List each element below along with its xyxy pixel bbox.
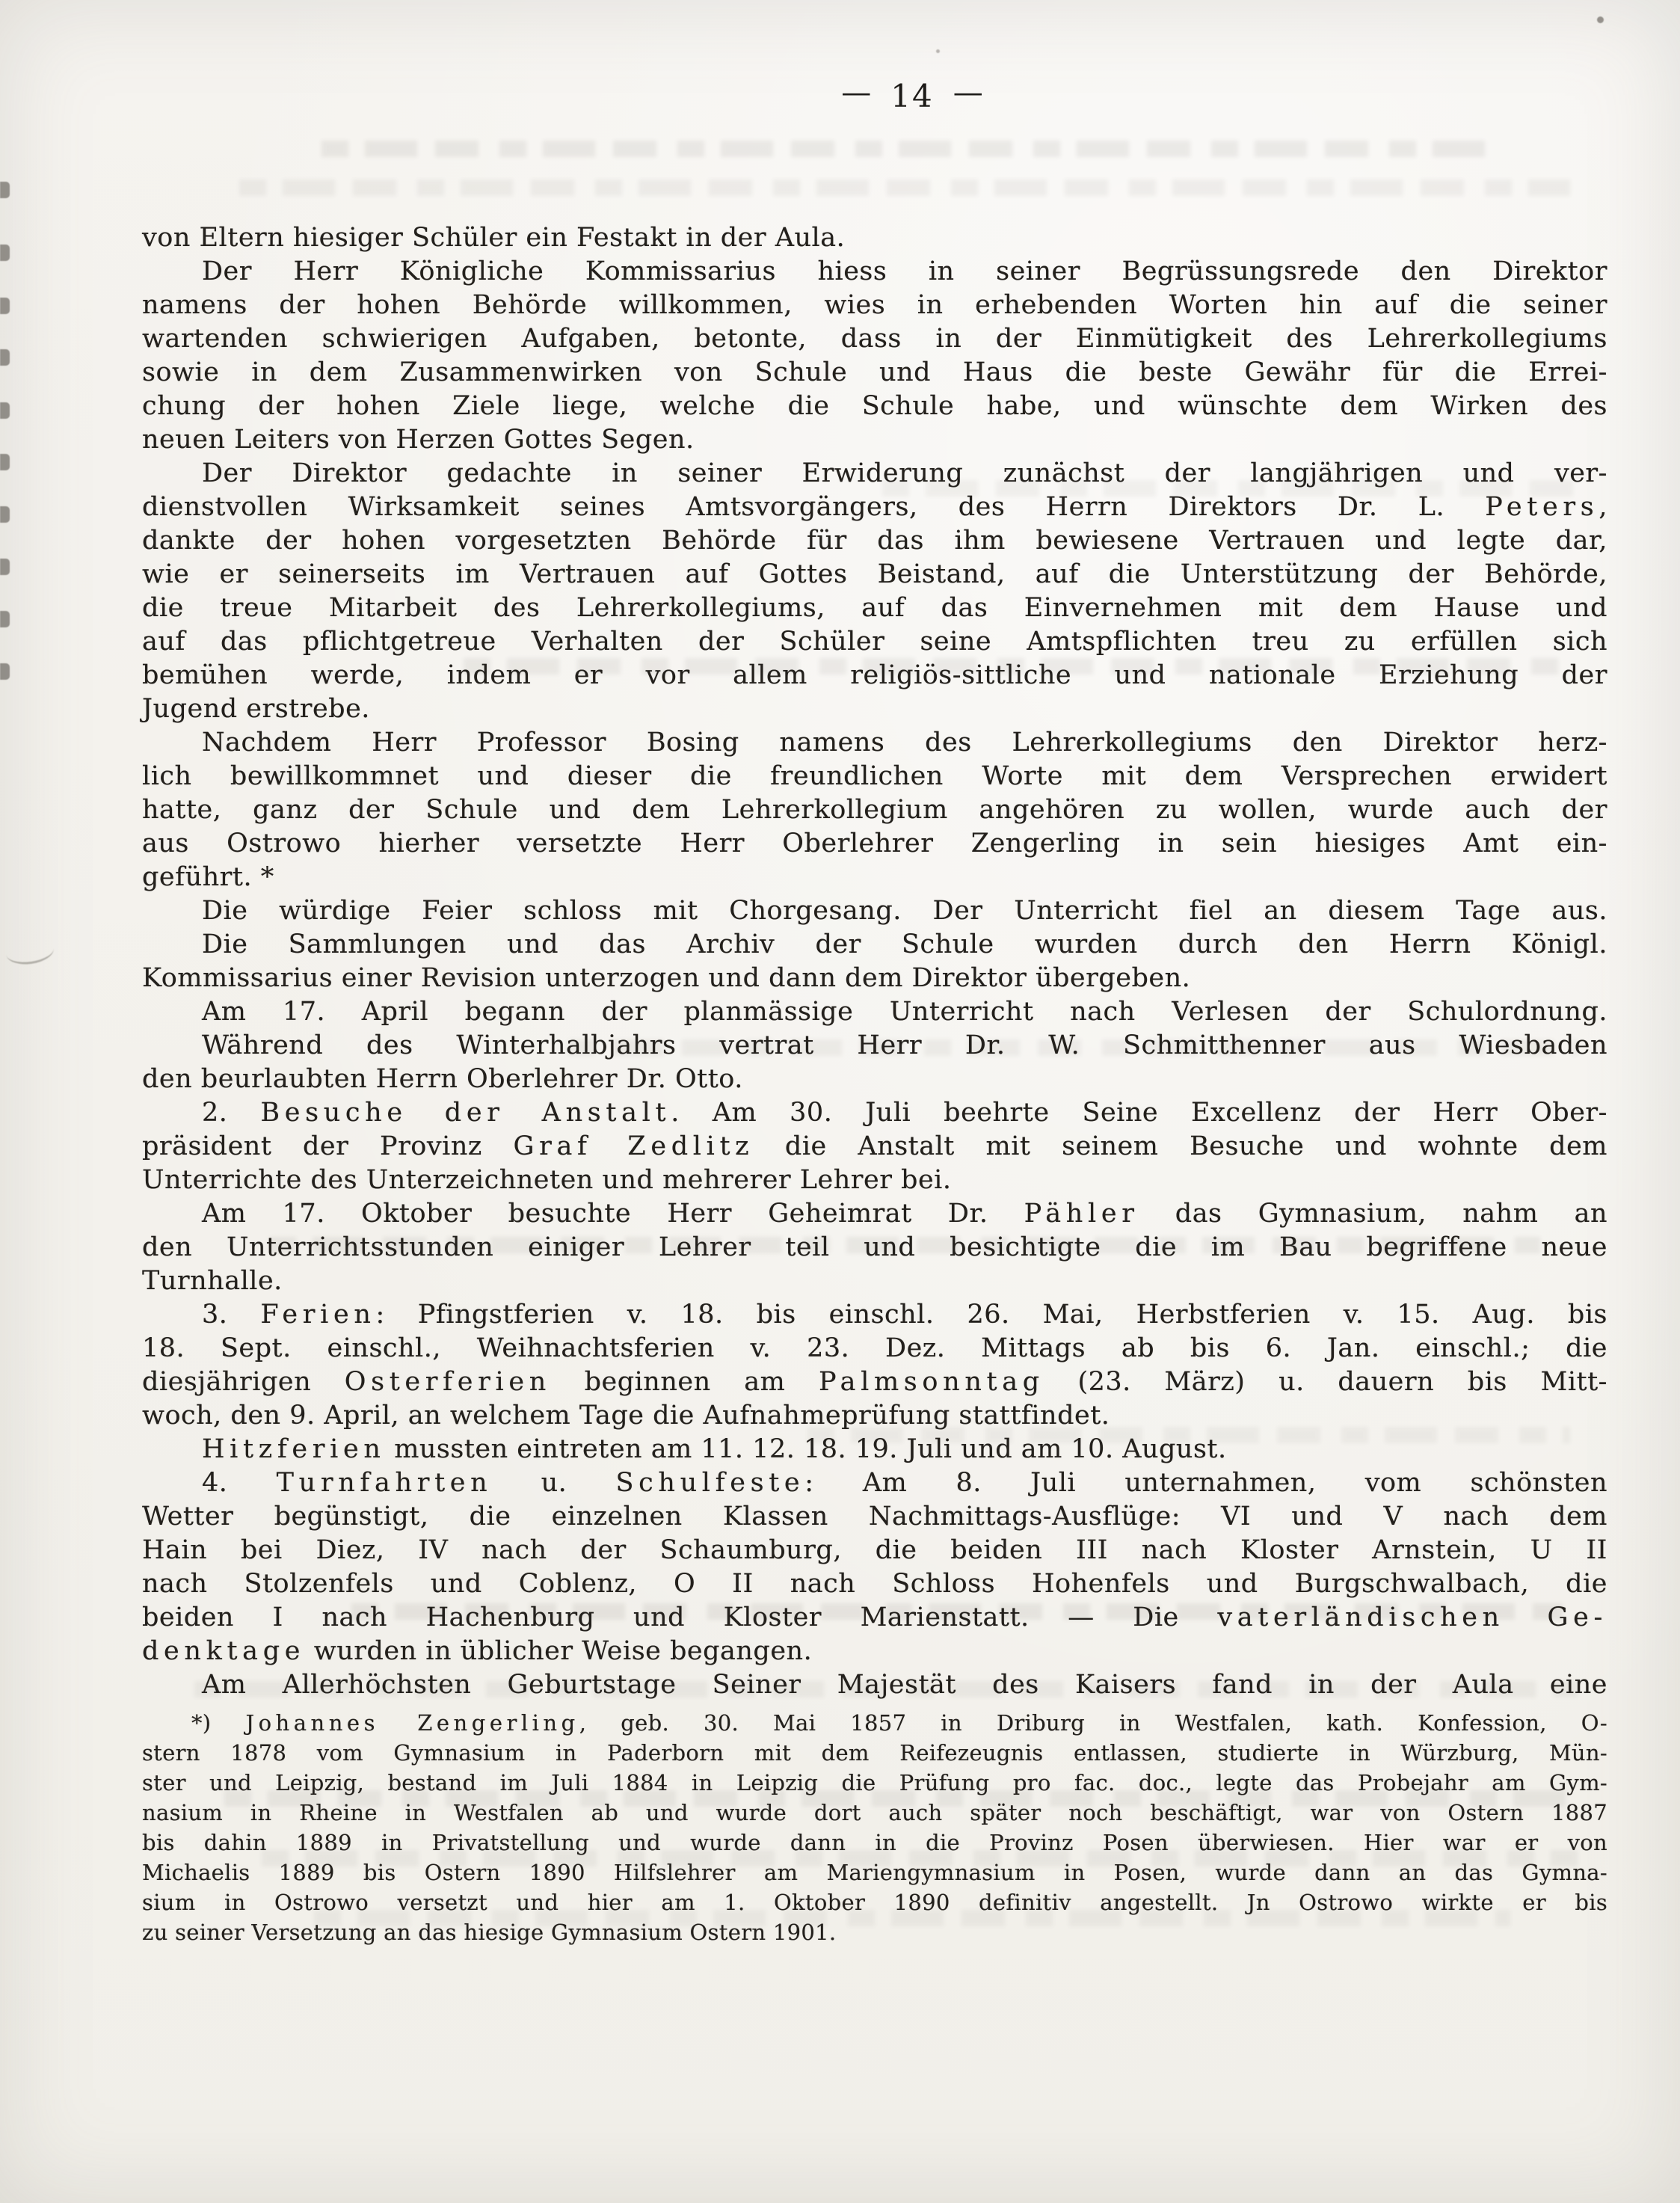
page-number: 14 xyxy=(890,78,934,114)
scan-artifact xyxy=(0,611,10,627)
text-line xyxy=(142,692,1607,726)
text-segment: auf das pflichtgetreue Verhalten der Schüler seine Amtspflichten treu zu erfüllen sich xyxy=(142,627,1607,657)
emphasized-text: Ferien xyxy=(260,1300,376,1330)
text-line xyxy=(142,592,1607,625)
text-line xyxy=(142,1738,1607,1768)
text-line xyxy=(142,894,1607,928)
text-segment: diesjährigen xyxy=(142,1367,345,1397)
text-line xyxy=(142,1708,1607,1738)
paragraph xyxy=(142,1433,1607,1466)
text-line xyxy=(142,962,1607,995)
text-segment: die treue Mitarbeit des Lehrerkollegiums, auf das Einvernehmen mit dem Hause und xyxy=(142,593,1607,623)
text-line xyxy=(142,1029,1607,1063)
text-line xyxy=(142,827,1607,861)
text-segment: lich bewillkommnet und dieser die freundlichen Worte mit dem Versprechen erwidert xyxy=(142,761,1607,791)
text-line xyxy=(142,356,1607,390)
text-segment: bis dahin 1889 in Privatstellung und wurde dann in die Provinz Posen überwiesen. Hier war er von xyxy=(142,1830,1607,1855)
text-segment: , xyxy=(1599,492,1607,522)
text-line xyxy=(142,289,1607,322)
emphasized-text: Besuche der Anstalt xyxy=(260,1098,671,1128)
text-segment: Wetter begünstigt, die einzelnen Klassen Nachmittags-Ausflüge: VI und V nach dem xyxy=(142,1502,1607,1531)
text-segment: Unterrichte des Unterzeichneten und mehrerer Lehrer bei. xyxy=(142,1165,952,1195)
text-line xyxy=(142,625,1607,659)
emphasized-text: Turnfahrten xyxy=(276,1468,493,1498)
emphasized-text: Johannes Zengerling xyxy=(245,1710,579,1736)
text-segment: . Am 30. Juli beehrte Seine Excellenz der Herr Ober- xyxy=(671,1098,1607,1128)
text-column xyxy=(142,221,1607,1947)
text-line xyxy=(142,1858,1607,1887)
text-line xyxy=(142,1768,1607,1798)
emphasized-text: Palmsonntag xyxy=(818,1367,1044,1397)
text-segment: sium in Ostrowo versetzt und hier am 1. Oktober 1890 definitiv angestellt. Jn Ostrowo wirkte er bis xyxy=(142,1890,1607,1915)
text-segment: Die würdige Feier schloss mit Chorgesang. Der Unterricht fiel an diesem Tage aus. xyxy=(202,896,1607,926)
scan-artifact xyxy=(0,663,10,680)
text-segment: mussten eintreten am 11. 12. 18. 19. Juli und am 10. August. xyxy=(385,1434,1227,1464)
paragraph xyxy=(142,894,1607,928)
text-line xyxy=(142,221,1607,255)
text-segment: *) xyxy=(191,1710,246,1736)
paragraph xyxy=(142,1668,1607,1702)
text-line xyxy=(142,1197,1607,1231)
header-dash-left: — xyxy=(841,76,872,110)
text-segment: 3. xyxy=(202,1300,261,1330)
text-segment: Michaelis 1889 bis Ostern 1890 Hilfslehrer am Mariengymnasium in Posen, wurde dann an das Gymna- xyxy=(142,1860,1607,1885)
text-line xyxy=(142,760,1607,793)
text-line xyxy=(142,322,1607,356)
text-segment: hatte, ganz der Schule und dem Lehrerkollegium angehören zu wollen, wurde auch der xyxy=(142,795,1607,825)
emphasized-text: Graf Zedlitz xyxy=(513,1131,754,1161)
text-line xyxy=(142,457,1607,491)
scan-artifact xyxy=(936,49,940,53)
paragraph xyxy=(142,1466,1607,1668)
text-segment: geführt. * xyxy=(142,862,274,892)
text-segment: nasium in Rheine in Westfalen ab und wurde dort auch später noch beschäftigt, war von Ostern 1887 xyxy=(142,1800,1607,1825)
text-line xyxy=(142,1567,1607,1601)
text-line xyxy=(142,491,1607,524)
text-segment: : Pfingstferien v. 18. bis einschl. 26. Mai, Herbstferien v. 15. Aug. bis xyxy=(375,1300,1607,1330)
text-line xyxy=(142,524,1607,558)
text-segment: Der Direktor gedachte in seiner Erwiderung zunächst der langjährigen und ver- xyxy=(202,458,1607,488)
scan-artifact xyxy=(0,402,10,419)
text-segment: Am 17. Oktober besuchte Herr Geheimrat Dr. xyxy=(202,1199,1024,1229)
text-line xyxy=(142,1063,1607,1096)
text-segment: (23. März) u. dauern bis Mitt- xyxy=(1044,1367,1607,1397)
text-line xyxy=(142,1887,1607,1917)
emphasized-text: Pähler xyxy=(1024,1199,1139,1229)
text-segment: wurden in üblicher Weise begangen. xyxy=(305,1636,813,1666)
text-segment: dienstvollen Wirksamkeit seines Amtsvorgängers, des Herrn Direktors Dr. L. xyxy=(142,492,1486,522)
emphasized-text: Osterferien xyxy=(344,1367,551,1397)
header-dash-right: — xyxy=(953,76,983,110)
text-line xyxy=(142,558,1607,592)
text-segment: u. xyxy=(492,1468,616,1498)
text-line xyxy=(142,390,1607,423)
scan-artifact xyxy=(0,559,10,575)
text-segment: die Anstalt mit seinem Besuche und wohnte dem xyxy=(754,1131,1607,1161)
paragraph xyxy=(142,1029,1607,1096)
text-line xyxy=(142,1231,1607,1265)
text-segment: das Gymnasium, nahm an xyxy=(1139,1199,1607,1229)
footnote xyxy=(142,1708,1607,1947)
text-line xyxy=(142,255,1607,289)
text-line xyxy=(142,793,1607,827)
text-line xyxy=(142,1534,1607,1567)
text-segment: ster und Leipzig, bestand im Juli 1884 in Leipzig die Prüfung pro fac. doc., legte das Probejahr am Gym- xyxy=(142,1770,1607,1795)
text-segment: Jugend erstrebe. xyxy=(142,694,370,724)
body-text xyxy=(142,221,1607,1702)
text-line xyxy=(142,659,1607,692)
scan-artifact xyxy=(0,506,10,523)
text-line xyxy=(142,1828,1607,1858)
text-line xyxy=(142,861,1607,894)
text-segment: beginnen am xyxy=(550,1367,819,1397)
paragraph xyxy=(142,1298,1607,1433)
text-line xyxy=(142,1265,1607,1298)
paragraph xyxy=(142,255,1607,457)
text-segment: 4. xyxy=(202,1468,277,1498)
text-line xyxy=(142,1635,1607,1668)
paragraph xyxy=(142,1197,1607,1298)
text-segment: dankte der hohen vorgesetzten Behörde für das ihm bewiesene Vertrauen und legte dar, xyxy=(142,526,1607,556)
scan-artifact xyxy=(0,454,10,470)
paragraph xyxy=(142,1096,1607,1197)
text-segment: bemühen werde, indem er vor allem religiös-sittliche und nationale Erziehung der xyxy=(142,660,1607,690)
paragraph xyxy=(142,457,1607,726)
text-line xyxy=(142,1164,1607,1197)
text-line xyxy=(142,928,1607,962)
text-segment: Am 17. April begann der planmässige Unterricht nach Verlesen der Schulordnung. xyxy=(202,997,1607,1027)
paragraph xyxy=(142,726,1607,894)
text-line xyxy=(142,1466,1607,1500)
bleed-through-artifact xyxy=(239,179,1570,196)
text-segment: wartenden schwierigen Aufgaben, betonte, dass in der Einmütigkeit des Lehrerkollegiums xyxy=(142,324,1607,354)
text-line xyxy=(142,1096,1607,1130)
text-segment: Die Sammlungen und das Archiv der Schule wurden durch den Herrn Königl. xyxy=(202,930,1607,959)
text-line xyxy=(142,1332,1607,1365)
text-line xyxy=(142,1365,1607,1399)
text-line xyxy=(142,1298,1607,1332)
text-segment: von Eltern hiesiger Schüler ein Festakt in der Aula. xyxy=(142,223,846,253)
text-segment: neuen Leiters von Herzen Gottes Segen. xyxy=(142,425,695,455)
text-segment: chung der hohen Ziele liege, welche die Schule habe, und wünschte dem Wirken des xyxy=(142,391,1607,421)
text-segment: Während des Winterhalbjahrs vertrat Herr Dr. W. Schmitthenner aus Wiesbaden xyxy=(202,1030,1607,1060)
scan-artifact xyxy=(4,936,55,968)
text-segment: den Unterrichtsstunden einiger Lehrer teil und besichtigte die im Bau begriffene neue xyxy=(142,1232,1607,1262)
text-segment: Kommissarius einer Revision unterzogen und dann dem Direktor übergeben. xyxy=(142,963,1191,993)
paragraph xyxy=(142,221,1607,255)
text-line xyxy=(142,1399,1607,1433)
scan-artifact xyxy=(0,349,10,366)
text-segment: Hain bei Diez, IV nach der Schaumburg, die beiden III nach Kloster Arnstein, U II xyxy=(142,1535,1607,1565)
text-segment: Der Herr Königliche Kommissarius hiess in seiner Begrüssungsrede den Direktor xyxy=(202,256,1607,286)
text-segment: nach Stolzenfels und Coblenz, O II nach Schloss Hohenfels und Burgschwalbach, die xyxy=(142,1569,1607,1599)
text-line xyxy=(142,1798,1607,1828)
text-segment: 18. Sept. einschl., Weihnachtsferien v. 23. Dez. Mittags ab bis 6. Jan. einschl.; die xyxy=(142,1333,1607,1363)
scan-artifact xyxy=(1597,16,1604,23)
text-segment: namens der hohen Behörde willkommen, wies in erhebenden Worten hin auf die seiner xyxy=(142,290,1607,320)
text-segment: woch, den 9. April, an welchem Tage die Aufnahmeprüfung stattfindet. xyxy=(142,1401,1110,1431)
text-line xyxy=(142,423,1607,457)
text-line xyxy=(142,1917,1607,1947)
emphasized-text: Peters xyxy=(1485,492,1599,522)
text-segment: aus Ostrowo hierher versetzte Herr Oberlehrer Zengerling in sein hiesiges Amt ein- xyxy=(142,829,1607,858)
text-line xyxy=(142,726,1607,760)
text-segment: 2. xyxy=(202,1098,261,1128)
text-line xyxy=(142,1433,1607,1466)
bleed-through-artifact xyxy=(321,141,1488,157)
text-segment: beiden I nach Hachenburg und Kloster Marienstatt. — Die xyxy=(142,1603,1218,1632)
text-line xyxy=(142,1500,1607,1534)
text-segment: den beurlaubten Herrn Oberlehrer Dr. Otto. xyxy=(142,1064,743,1094)
text-segment: , geb. 30. Mai 1857 in Driburg in Westfalen, kath. Konfession, O- xyxy=(579,1710,1607,1736)
scan-artifact xyxy=(0,245,10,261)
text-line xyxy=(142,995,1607,1029)
text-segment: Am Allerhöchsten Geburtstage Seiner Majestät des Kaisers fand in der Aula eine xyxy=(202,1670,1607,1700)
emphasized-text: Schulfeste xyxy=(615,1468,805,1498)
paragraph xyxy=(142,928,1607,995)
text-line xyxy=(142,1601,1607,1635)
emphasized-text: Hitzferien xyxy=(202,1434,386,1464)
text-segment: präsident der Provinz xyxy=(142,1131,514,1161)
text-line xyxy=(142,1668,1607,1702)
text-segment: Nachdem Herr Professor Bosing namens des Lehrerkollegiums den Direktor herz- xyxy=(202,728,1607,758)
text-segment: stern 1878 vom Gymnasium in Paderborn mit dem Reifezeugnis entlassen, studierte in Würzburg, Mün- xyxy=(142,1740,1607,1766)
scan-artifact xyxy=(0,298,10,314)
text-line xyxy=(142,1130,1607,1164)
paragraph xyxy=(142,995,1607,1029)
emphasized-text: vaterländischen Ge- xyxy=(1217,1603,1608,1632)
page-header xyxy=(179,78,1645,114)
text-segment: wie er seinerseits im Vertrauen auf Gottes Beistand, auf die Unterstützung der Behörde, xyxy=(142,559,1607,589)
text-segment: zu seiner Versetzung an das hiesige Gymnasium Ostern 1901. xyxy=(142,1920,837,1945)
text-segment: : Am 8. Juli unternahmen, vom schönsten xyxy=(804,1468,1607,1498)
scan-artifact xyxy=(0,182,10,198)
text-segment: Turnhalle. xyxy=(142,1266,283,1296)
emphasized-text: denktage xyxy=(142,1636,306,1666)
text-segment: sowie in dem Zusammenwirken von Schule und Haus die beste Gewähr für die Errei- xyxy=(142,357,1607,387)
